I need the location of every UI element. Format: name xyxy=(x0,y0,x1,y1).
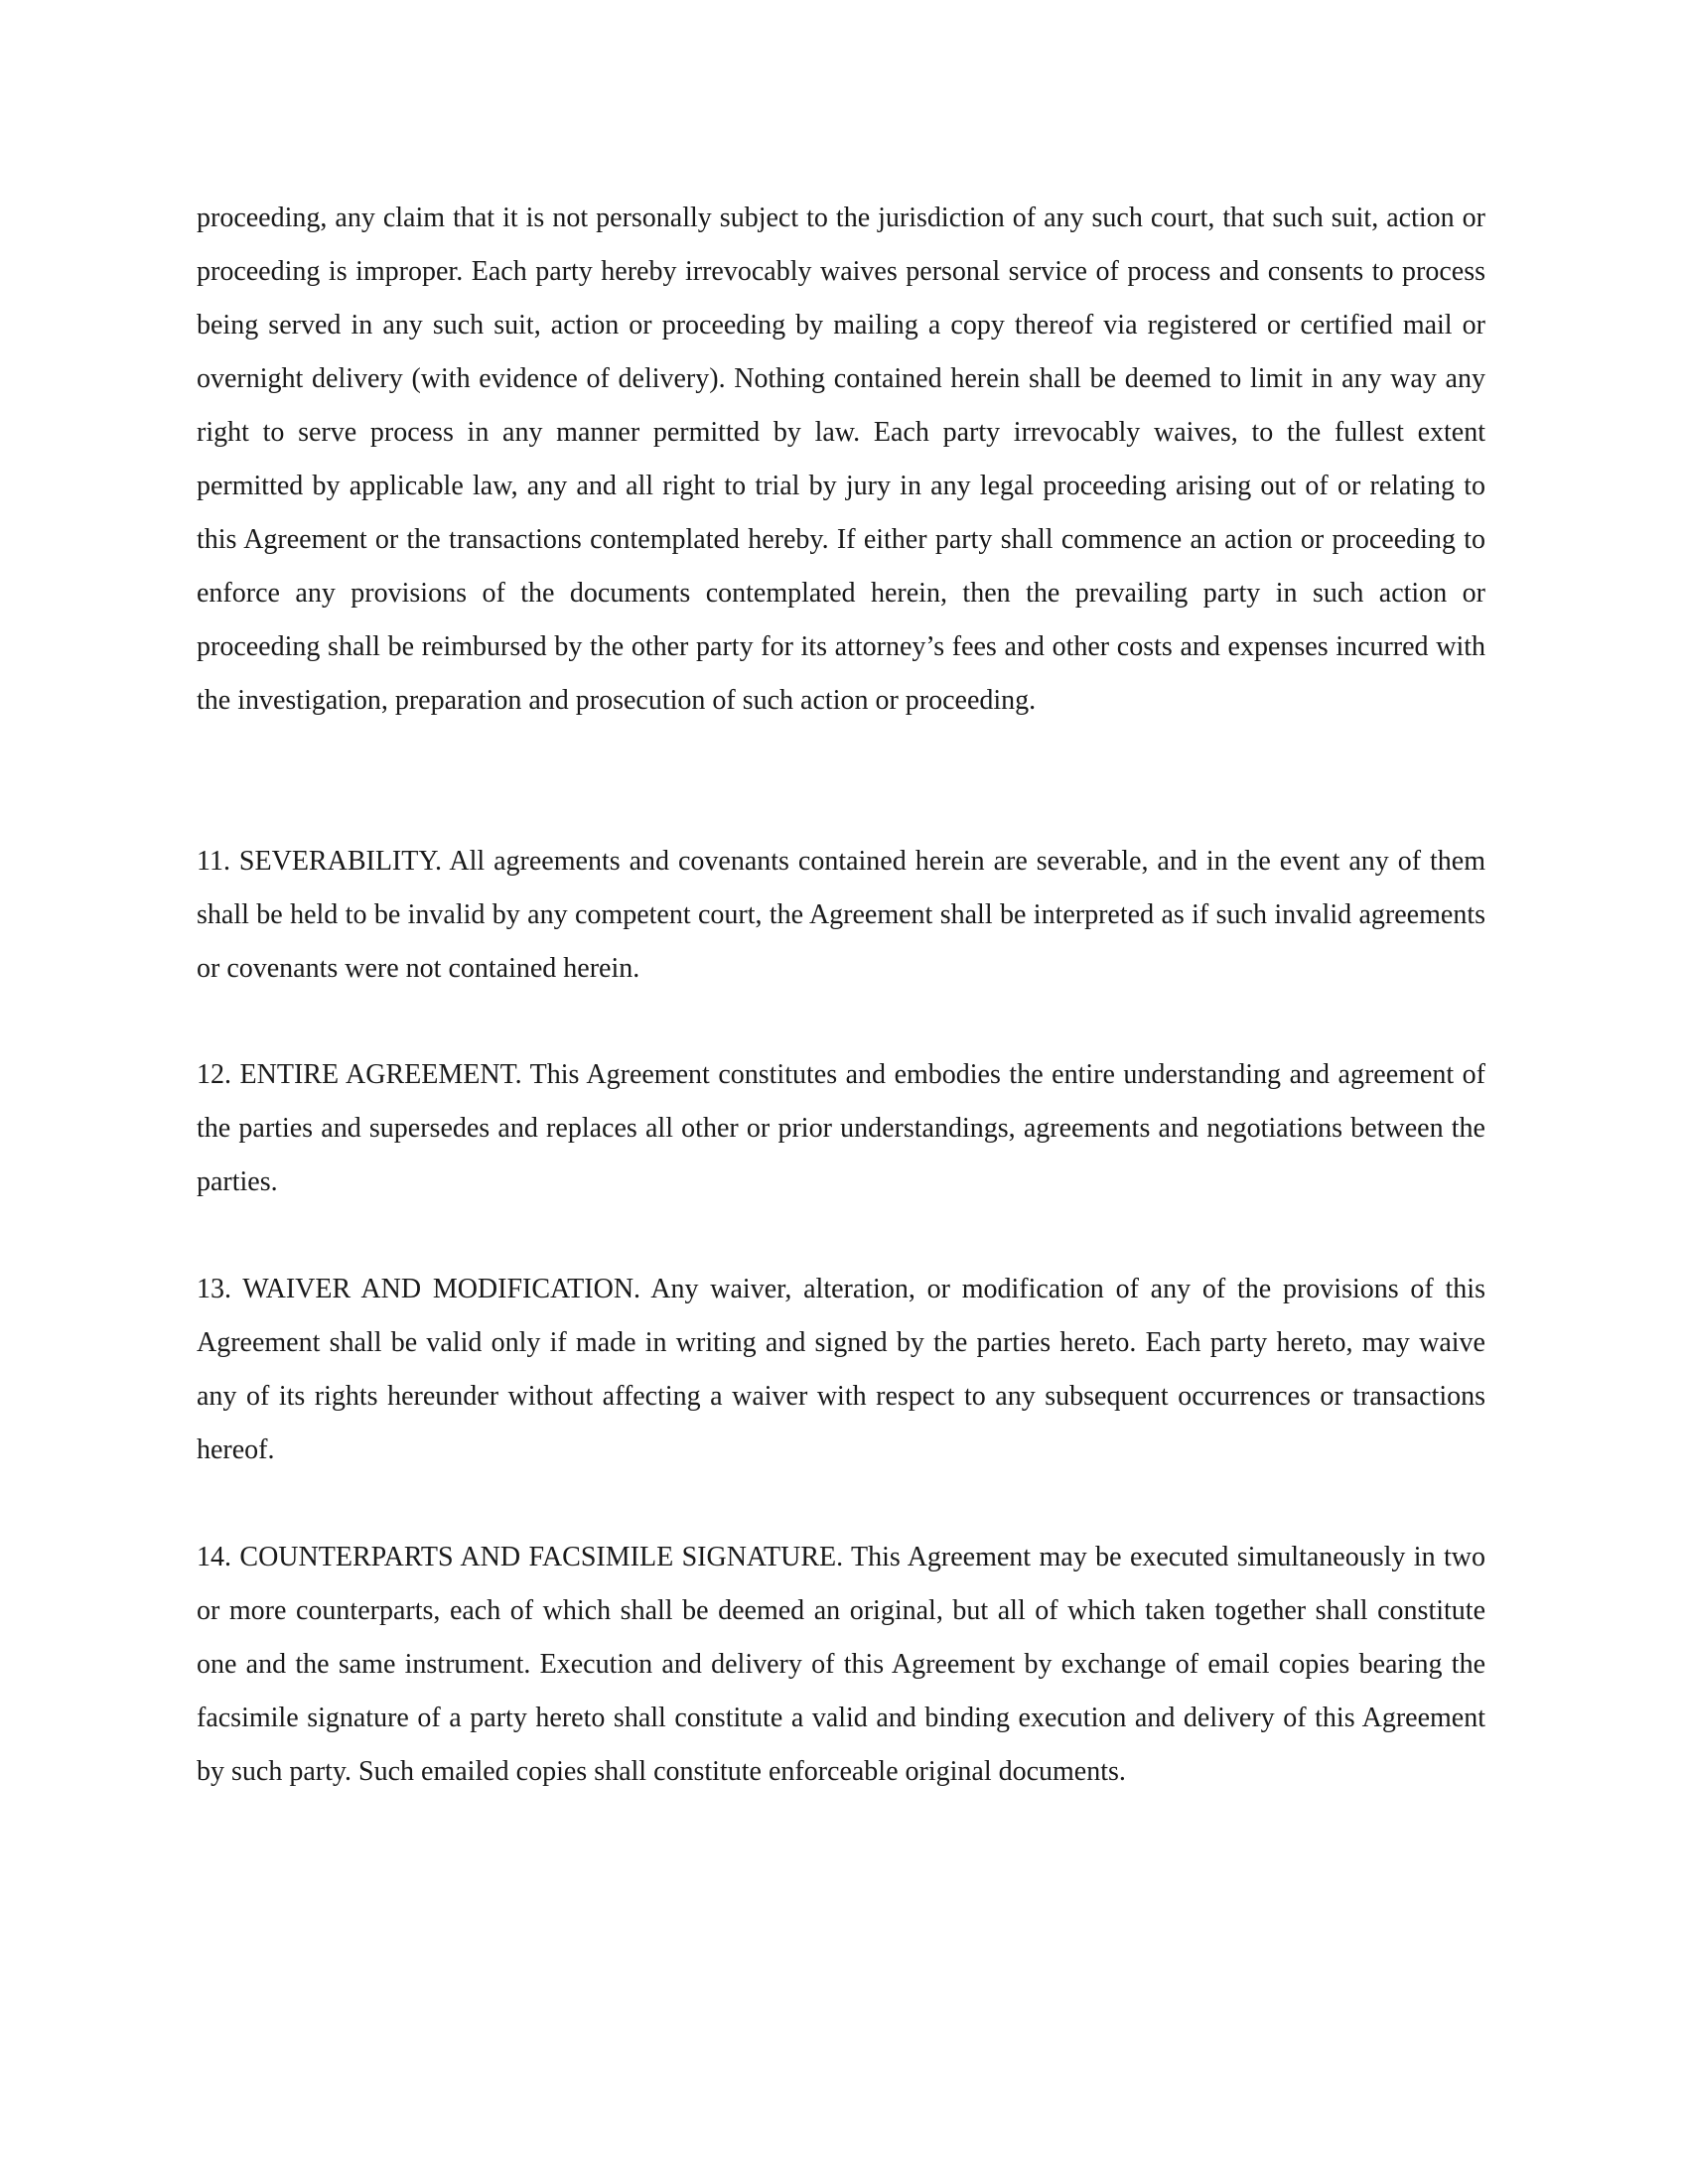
paragraph-text: proceeding, any claim that it is not personally subject to the jurisdiction of any such court, that such suit, action or proceeding is improper. Each party hereby irrevocably waives personal service of process and consents to process being served in any such suit, action or proceeding by mailing a copy thereof via registered or certified mail or overnight delivery (with evidence of delivery). Nothing contained herein shall be deemed to limit in any way any right to serve process in any manner permitted by law. Each party irrevocably waives, to the fullest extent permitted by applicable law, any and all right to trial by jury in any legal proceeding arising out of or relating to this Agreement or the transactions contemplated hereby. If either party shall commence an action or proceeding to enforce any provisions of the documents contemplated herein, then the prevailing party in such action or proceeding shall be reimbursed by the other party for its attorney’s fees and other costs and expenses incurred with the investigation, preparation and prosecution of such action or proceeding. xyxy=(197,203,1485,716)
paragraph-text: 11. SEVERABILITY. All agreements and covenants contained herein are severable, and in the event any of them shall be held to be invalid by any competent court, the Agreement shall be interpreted as if such invalid agreements or covenants were not contained herein. xyxy=(197,846,1485,984)
section-entire-agreement xyxy=(197,1048,1485,1209)
section-waiver-and-modification xyxy=(197,1263,1485,1477)
section-severability xyxy=(197,835,1485,996)
paragraph-text: 12. ENTIRE AGREEMENT. This Agreement constitutes and embodies the entire understanding and agreement of the parties and supersedes and replaces all other or prior understandings, agreements and negotiations between the parties. xyxy=(197,1059,1485,1197)
continuation-paragraph xyxy=(197,192,1485,728)
paragraph-text: 14. COUNTERPARTS AND FACSIMILE SIGNATURE. This Agreement may be executed simultaneously in two or more counterparts, each of which shall be deemed an original, but all of which taken together shall constitute one and the same instrument. Execution and delivery of this Agreement by exchange of email copies bearing the facsimile signature of a party hereto shall constitute a valid and binding execution and delivery of this Agreement by such party. Such emailed copies shall constitute enforceable original documents. xyxy=(197,1542,1485,1787)
section-counterparts-and-facsimile-signature xyxy=(197,1531,1485,1799)
paragraph-text: 13. WAIVER AND MODIFICATION. Any waiver, alteration, or modification of any of the provisions of this Agreement shall be valid only if made in writing and signed by the parties hereto. Each party hereto, may waive any of its rights hereunder without affecting a waiver with respect to any subsequent occurrences or transactions hereof. xyxy=(197,1274,1485,1465)
